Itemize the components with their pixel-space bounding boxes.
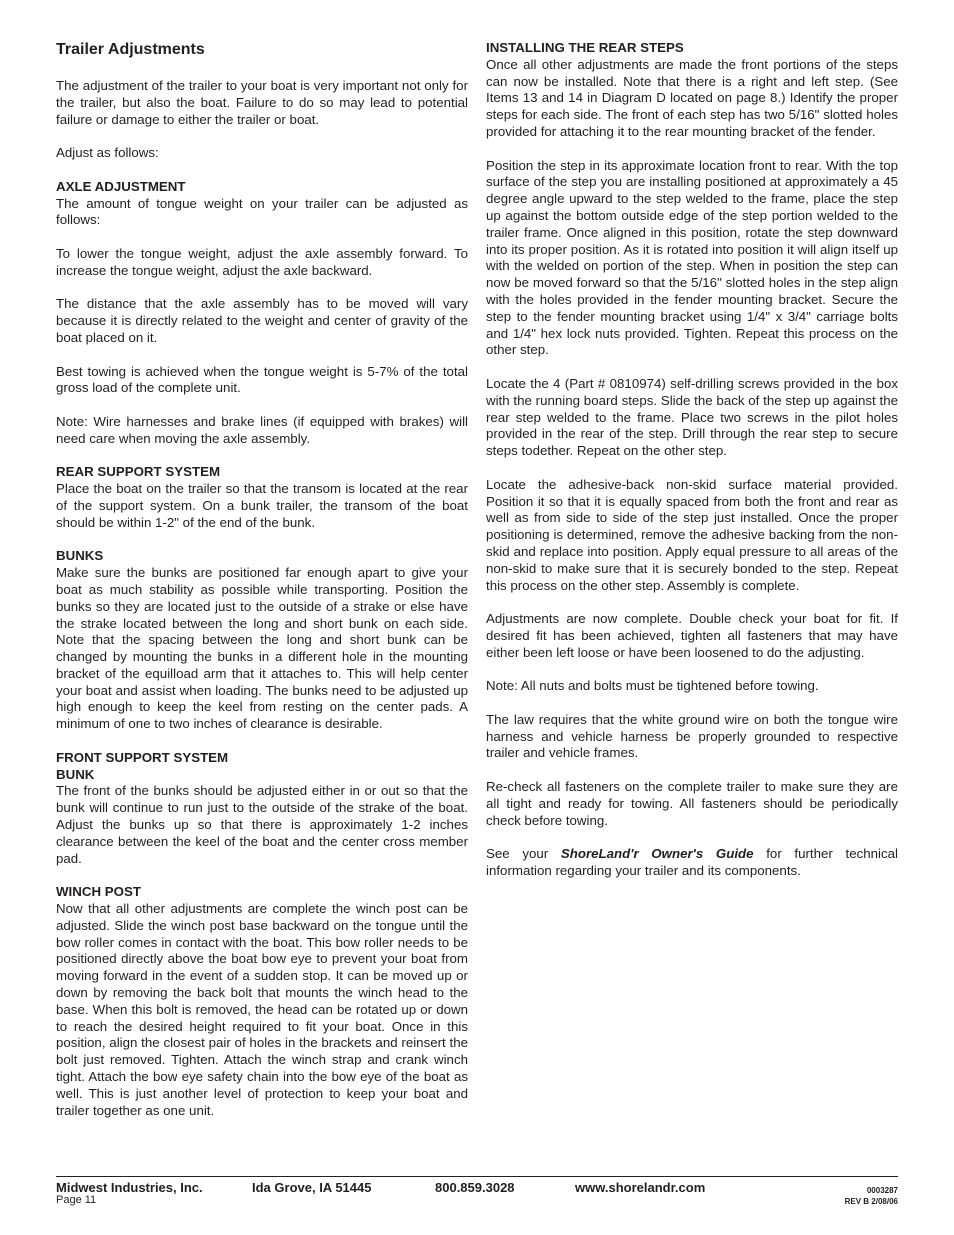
axle-paragraph-3: The distance that the axle assembly has to be moved will vary because it is directly related to the weight and center of gravity of the boat placed on it.	[56, 296, 468, 345]
rear-steps-paragraph-4: Locate the adhesive-back non-skid surface material provided. Position it so that it is equally spaced from both the front and rear as well as from side to side of the step just installed. Once the proper positioning is determined, remove the adhesive backing from the non-skid and replace into position. Apply equal pressure to all areas of the non-skid to make sure that it is securely bonded to the step. Repeat this process on the other step. Assembly is complete.	[486, 476, 898, 593]
intro-paragraph: The adjustment of the trailer to your boat is very important not only for the trailer, but also the boat. Failure to do so may lead to potential failure or damage to either the trailer or boat.	[56, 78, 468, 127]
rear-support-paragraph: Place the boat on the trailer so that the transom is located at the rear of the support system. On a bunk trailer, the transom of the boat should be within 1-2" of the end of the bunk.	[56, 481, 468, 530]
rear-steps-paragraph-3: Locate the 4 (Part # 0810974) self-drilling screws provided in the box with the running board steps. Slide the back of the step up against the rear step welded to the frame. Place two screws in the pilot holes provided in the rear of the step. Drill through the rear step to secure steps todether. Repeat on the other step.	[486, 375, 898, 459]
adjustments-complete-paragraph: Adjustments are now complete. Double check your boat for fit. If desired fit has been achieved, tighten all fasteners that may have either been left loose or have been loosened to do the adjusting.	[486, 611, 898, 660]
footer-website: www.shorelandr.com	[575, 1180, 706, 1195]
nuts-bolts-note: Note: All nuts and bolts must be tightened before towing.	[486, 678, 819, 694]
footer-divider	[56, 1176, 898, 1177]
bunks-heading: BUNKS	[56, 548, 104, 564]
owners-guide-paragraph	[486, 846, 898, 880]
owners-guide-prefix: See your	[486, 846, 561, 862]
page-title: Trailer Adjustments	[56, 41, 205, 58]
ground-wire-paragraph: The law requires that the white ground wire on both the tongue wire harness and vehicle harness be properly grounded to respective trailer and vehicle frames.	[486, 711, 898, 761]
axle-paragraph-2: To lower the tongue weight, adjust the axle assembly forward. To increase the tongue weight, adjust the axle backward.	[56, 245, 468, 278]
owners-guide-suffix: for further technical information regarding your trailer and its components.	[486, 846, 898, 879]
rear-steps-paragraph-2: Position the step in its approximate location front to rear. With the top surface of the step you are installing positioned at approximately a 45 degree angle upward to the step welded to the frame, place the step up against the bottom outside edge of the step portion welded to the trailer frame. Once aligned in this position, rotate the step downward into its proper position. As it is rotated into position it will align itself up with the welded on portion of the step. When in position the step can now be moved forward so that the 5/16" slotted holes in the step align with the holes provided in the fender mounting bracket. Secure the step to the fender mounting bracket using 1/4" x 3/4" carriage bolts and 1/4" hex lock nuts provided. Tighten. Repeat this process on the other step.	[486, 157, 898, 358]
rear-support-heading: REAR SUPPORT SYSTEM	[56, 464, 221, 480]
bunks-paragraph: Make sure the bunks are positioned far enough apart to give your boat as much stability as possible while transporting. Position the bunks so they are located just to the outside of a strake or else have the strake located between the long and short bunk on each side. Note that the spacing between the long and short bunk can be changed by mounting the bunks in a different hole in the mounting bracket of the equilload arm that it attaches to. This will help center your boat and assist when loading. The bunks need to be adjusted up high enough to keep the keel from resting on the center pads. A minimum of one to two inches of clearance is desirable.	[56, 565, 468, 732]
front-support-heading: FRONT SUPPORT SYSTEM	[56, 749, 229, 765]
axle-paragraph-4: Best towing is achieved when the tongue weight is 5-7% of the total gross load of the complete unit.	[56, 363, 468, 396]
front-support-paragraph: The front of the bunks should be adjusted either in or out so that the bunk will continue to run just to the outside of the strake of the boat. Adjust the bunks up so that there is approximately 1-2 inches clearance between the keel of the boat and the center cross member pad.	[56, 783, 468, 866]
footer-revision: REV B 2/08/06	[844, 1197, 898, 1206]
rear-steps-heading: INSTALLING THE REAR STEPS	[486, 40, 684, 55]
owners-guide-title: ShoreLand'r Owner's Guide	[560, 846, 754, 862]
left-column	[56, 40, 468, 1119]
axle-adjustment-heading: AXLE ADJUSTMENT	[56, 178, 186, 194]
footer-doc-number: 0003287	[866, 1186, 898, 1195]
front-support-bunk-subheading: BUNK	[56, 766, 95, 782]
footer-page-number: Page 11	[56, 1194, 97, 1206]
recheck-fasteners-paragraph: Re-check all fasteners on the complete trailer to make sure they are all tight and ready for towing. All fasteners should be periodically check before towing.	[486, 779, 898, 828]
footer-company: Midwest Industries, Inc.	[56, 1180, 203, 1195]
axle-note: Note: Wire harnesses and brake lines (if equipped with brakes) will need care when moving the axle assembly.	[56, 413, 468, 446]
adjust-as-follows: Adjust as follows:	[56, 145, 159, 161]
footer-phone: 800.859.3028	[435, 1180, 515, 1195]
axle-paragraph-1: The amount of tongue weight on your trailer can be adjusted as follows:	[56, 195, 468, 228]
footer-city: Ida Grove, IA 51445	[252, 1180, 372, 1195]
winch-post-paragraph: Now that all other adjustments are complete the winch post can be adjusted. Slide the winch post base backward on the tongue until the bow roller comes in contact with the boat. This bow roller needs to be positioned directly above the boat bow eye to prevent your boat from moving forward in the event of a sudden stop. It can be moved up or down by removing the back bolt that mounts the winch head to the base. When this bolt is removed, the head can be rotated up or down to reach the desired height required to fit your boat. Once in this position, align the closest pair of holes in the brackets and reinsert the bolt just removed. Tighten. Attach the winch strap and crank winch tight. Attach the bow eye safety chain into the bow eye of the boat as well. This is just another level of protection to keep your boat and trailer together as one unit.	[56, 901, 468, 1118]
right-column	[486, 40, 898, 880]
winch-post-heading: WINCH POST	[56, 884, 141, 900]
rear-steps-paragraph-1: Once all other adjustments are made the front portions of the steps can now be installed. Note that there is a right and left step. (See Items 13 and 14 in Diagram D located on page 8.) Identify the proper steps for each side. The front of each step has two 5/16" slotted holes provided for attaching it to the rear mounting bracket of the fender.	[486, 56, 898, 139]
